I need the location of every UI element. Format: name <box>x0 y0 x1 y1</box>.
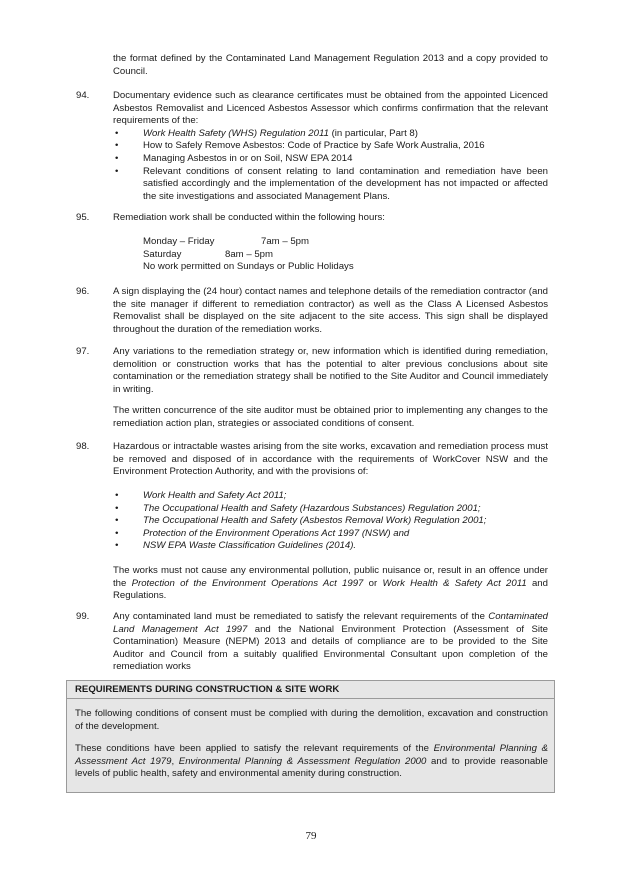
hours-row: Saturday 8am – 5pm <box>143 248 273 260</box>
list-item: • Protection of the Environment Operations Act 1997 (NSW) and <box>115 527 410 539</box>
section-paragraph-1: The following conditions of consent must be complied with during the demolition, excavation and construction of the development. <box>75 708 548 732</box>
condition-94 <box>113 90 548 203</box>
condition-number-96: 96. <box>76 286 90 297</box>
bullet-icon: • <box>115 127 119 139</box>
list-item: • Work Health and Safety Act 2011; <box>115 490 287 501</box>
condition-number-97: 97. <box>76 346 90 357</box>
list-item: • How to Safely Remove Asbestos: Code of Practice by Safe Work Australia, 2016 <box>115 140 485 152</box>
work-hours <box>143 236 354 274</box>
section-box <box>66 680 555 793</box>
condition-99-text: Any contaminated land must be remediated to satisfy the relevant requirements of the Contaminated Land Management Act 1997 and the National Environment Protection (Assessment of Site Contamination) Measure (NEPM) 2013 and details of compliance are to be provided to the Site Auditor and Council from a suitably qualified Environmental Consultant upon completion of the remediation works <box>113 611 548 673</box>
list-item: • Managing Asbestos in or on Soil, NSW EPA 2014 <box>115 152 353 164</box>
intro-paragraph: the format defined by the Contaminated Land Management Regulation 2013 and a copy provided to Council. <box>113 53 548 77</box>
list-item: • The Occupational Health and Safety (Asbestos Removal Work) Regulation 2001; <box>115 515 487 527</box>
section-paragraph-2: These conditions have been applied to satisfy the relevant requirements of the Environmental Planning & Assessment Act 1979, Environmental Planning & Assessment Regulation 2000 and to provide reasonable levels of public health, safety and environmental amenity during construction. <box>75 743 548 780</box>
condition-97-text2: The written concurrence of the site auditor must be obtained prior to implementing any changes to the remediation action plan, strategies or associated conditions of consent. <box>113 405 548 429</box>
hours-row: No work permitted on Sundays or Public Holidays <box>143 261 354 273</box>
condition-97-text1: Any variations to the remediation strategy or, new information which is identified during remediation, demolition or construction works that has the potential to alter previous conclusions about site contamination or the remediation strategy shall be notified to the Site Auditor and Council immediately in writing. <box>113 346 548 395</box>
bullet-icon: • <box>115 152 119 164</box>
condition-95-text: Remediation work shall be conducted within the following hours: <box>113 212 385 223</box>
hours-row: Monday – Friday 7am – 5pm <box>143 236 309 247</box>
condition-number-98: 98. <box>76 441 90 452</box>
bullet-icon: • <box>115 527 119 539</box>
condition-94-list <box>113 128 548 204</box>
list-item: • Relevant conditions of consent relating to land contamination and remediation have been satisfied accordingly and the implementation of the development has not impacted or affected the site investigations and associated Management Plans. <box>115 165 548 202</box>
list-item: • The Occupational Health and Safety (Hazardous Substances) Regulation 2001; <box>115 502 481 514</box>
condition-94-text: Documentary evidence such as clearance certificates must be obtained from the appointed Licenced Asbestos Removalist and Licenced Asbestos Assessor which confirms confirmation that the relevant requirements of the: <box>113 90 548 127</box>
section-heading: REQUIREMENTS DURING CONSTRUCTION & SITE WORK <box>75 684 340 695</box>
condition-number-99: 99. <box>76 611 90 622</box>
bullet-icon: • <box>115 515 119 527</box>
condition-number-95: 95. <box>76 212 90 223</box>
page-number: 79 <box>305 830 317 842</box>
condition-98-list <box>113 490 548 553</box>
bullet-icon: • <box>115 502 119 514</box>
condition-number-94: 94. <box>76 90 90 101</box>
section-heading-bar <box>67 681 554 699</box>
bullet-icon: • <box>115 540 119 552</box>
condition-98-text2: The works must not cause any environmental pollution, public nuisance or, result in an offence under the Protection of the Environment Operations Act 1997 or Work Health & Safety Act 2011 and Regulations. <box>113 565 548 602</box>
list-item: • NSW EPA Waste Classification Guidelines (2014). <box>115 540 357 552</box>
bullet-icon: • <box>115 165 119 177</box>
bullet-icon: • <box>115 140 119 152</box>
condition-96-text: A sign displaying the (24 hour) contact names and telephone details of the remediation contractor (and the site manager if different to remediation contractor) as well as the Class A Licensed Asbestos Removalist shall be displayed on the site adjacent to the site access. This sign shall be displayed throughout the duration of the remediation works. <box>113 286 548 335</box>
condition-98-text: Hazardous or intractable wastes arising from the site works, excavation and remediation process must be removed and disposed of in accordance with the requirements of WorkCover NSW and the Environment Protection Authority, and with the provisions of: <box>113 441 548 478</box>
bullet-icon: • <box>115 490 119 501</box>
list-item: • Work Health Safety (WHS) Regulation 2011 (in particular, Part 8) <box>115 127 418 139</box>
